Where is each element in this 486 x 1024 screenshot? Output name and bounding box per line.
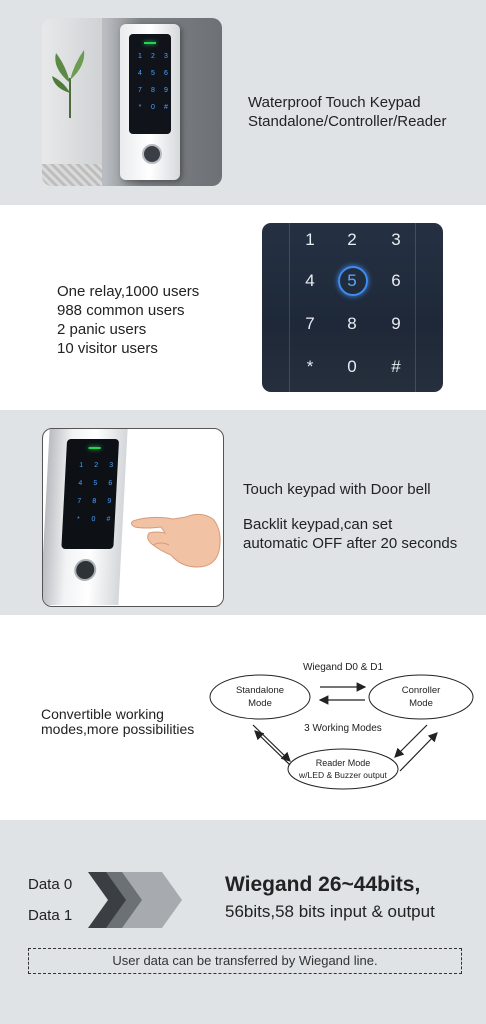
- rug: [42, 164, 102, 186]
- device-key: 2: [151, 53, 155, 60]
- standalone-label: Mode: [248, 698, 272, 709]
- arrow-reader-to-standalone: [255, 731, 290, 765]
- section-wiegand: [0, 820, 486, 1024]
- device-key: 0: [91, 516, 96, 523]
- key-3: 3: [391, 230, 401, 249]
- product-photo-touch: [42, 428, 224, 607]
- device-key: 3: [164, 53, 168, 60]
- device-key: 5: [151, 70, 155, 77]
- key-hash: #: [391, 357, 401, 376]
- device-key: 9: [164, 87, 168, 94]
- working-modes-diagram: [205, 643, 480, 793]
- device-key: #: [106, 516, 111, 523]
- section-doorbell: [0, 410, 486, 615]
- device-key: 7: [138, 87, 142, 94]
- backlit-line: automatic OFF after 20 seconds: [243, 535, 458, 552]
- doorbell-icon: [74, 559, 97, 581]
- standalone-label: Standalone: [235, 685, 285, 696]
- status-led: [89, 447, 101, 449]
- device-key: 7: [77, 498, 82, 505]
- plant-icon: [52, 48, 88, 118]
- device-key: 8: [151, 87, 155, 94]
- controller-label: Mode: [409, 698, 433, 709]
- key-4: 4: [305, 271, 315, 290]
- device-key: 8: [92, 498, 97, 505]
- controller-label: Conroller: [401, 685, 441, 696]
- device-key: 0: [151, 104, 155, 111]
- device-key: *: [76, 516, 80, 523]
- device-key: 3: [109, 462, 114, 469]
- key-7: 7: [305, 314, 315, 333]
- device-screen: [129, 34, 171, 134]
- doorbell-heading: Touch keypad with Door bell: [243, 481, 431, 498]
- keypad-device: [42, 429, 128, 605]
- standalone-mode-node: [210, 675, 310, 719]
- capacity-line: 10 visitor users: [57, 340, 158, 357]
- device-screen: [61, 439, 119, 549]
- key-6: 6: [391, 271, 401, 290]
- key-5: 5: [347, 271, 357, 290]
- controller-mode-node: [369, 675, 473, 719]
- device-key-grid: [135, 52, 171, 113]
- device-key: 5: [93, 480, 98, 487]
- keypad-edge: [415, 223, 416, 392]
- wiegand-note: User data can be transferred by Wiegand line.: [28, 948, 462, 974]
- wiegand-title: Wiegand 26~44bits,: [225, 873, 421, 896]
- section-user-capacity: [0, 205, 486, 410]
- key-8: 8: [347, 314, 357, 333]
- data-flow-arrows-icon: [88, 868, 183, 933]
- capacity-line: 2 panic users: [57, 321, 147, 338]
- key-1: 1: [305, 230, 315, 249]
- arrow-reader-to-controller: [400, 733, 437, 771]
- backlit-line: Backlit keypad,can set: [243, 516, 393, 533]
- data0-label: Data 0: [28, 876, 73, 893]
- section-working-modes: [0, 615, 486, 820]
- backlit-text: [243, 515, 457, 553]
- reader-label: w/LED & Buzzer output: [299, 770, 387, 780]
- device-key: 1: [138, 53, 142, 60]
- product-photo-installed: [42, 18, 222, 186]
- device-key: 6: [108, 480, 113, 487]
- keypad-edge: [289, 223, 290, 392]
- key-2: 2: [347, 230, 357, 249]
- modes-line: modes,more possibilities: [41, 721, 195, 737]
- status-led: [144, 42, 156, 44]
- data1-label: Data 1: [28, 907, 73, 924]
- section-product-intro: [0, 0, 486, 205]
- wiegand-subtitle: 56bits,58 bits input & output: [225, 902, 435, 921]
- device-key-grid: [73, 461, 117, 525]
- intro-text: [248, 93, 446, 131]
- doorbell-icon: [142, 144, 162, 164]
- device-key: *: [138, 104, 142, 111]
- key-0: 0: [347, 357, 357, 376]
- modes-line: Convertible working: [41, 706, 164, 722]
- capacity-line: One relay,1000 users: [57, 283, 200, 300]
- device-key: 4: [138, 70, 142, 77]
- modes-text: [41, 707, 194, 737]
- keypad-closeup: [262, 223, 443, 392]
- intro-line: Waterproof Touch Keypad: [248, 94, 421, 111]
- device-key: 2: [94, 462, 99, 469]
- capacity-text: [57, 282, 199, 358]
- keypad-device: [120, 24, 180, 180]
- key-star: *: [306, 357, 314, 376]
- wiegand-link-label: Wiegand D0 & D1: [302, 662, 384, 673]
- working-modes-label: 3 Working Modes: [304, 723, 382, 734]
- intro-line: Standalone/Controller/Reader: [248, 113, 447, 130]
- device-key: 9: [107, 498, 112, 505]
- device-key: #: [164, 104, 168, 111]
- device-key: 1: [79, 462, 84, 469]
- reader-mode-node: [288, 749, 398, 789]
- arrow-standalone-to-reader: [253, 725, 290, 761]
- capacity-line: 988 common users: [57, 302, 185, 319]
- reader-label: Reader Mode: [315, 758, 371, 768]
- key-9: 9: [391, 314, 401, 333]
- pointing-hand-icon: [131, 489, 223, 569]
- device-key: 4: [78, 480, 83, 487]
- device-key: 6: [164, 70, 168, 77]
- arrow-controller-to-reader: [395, 725, 427, 757]
